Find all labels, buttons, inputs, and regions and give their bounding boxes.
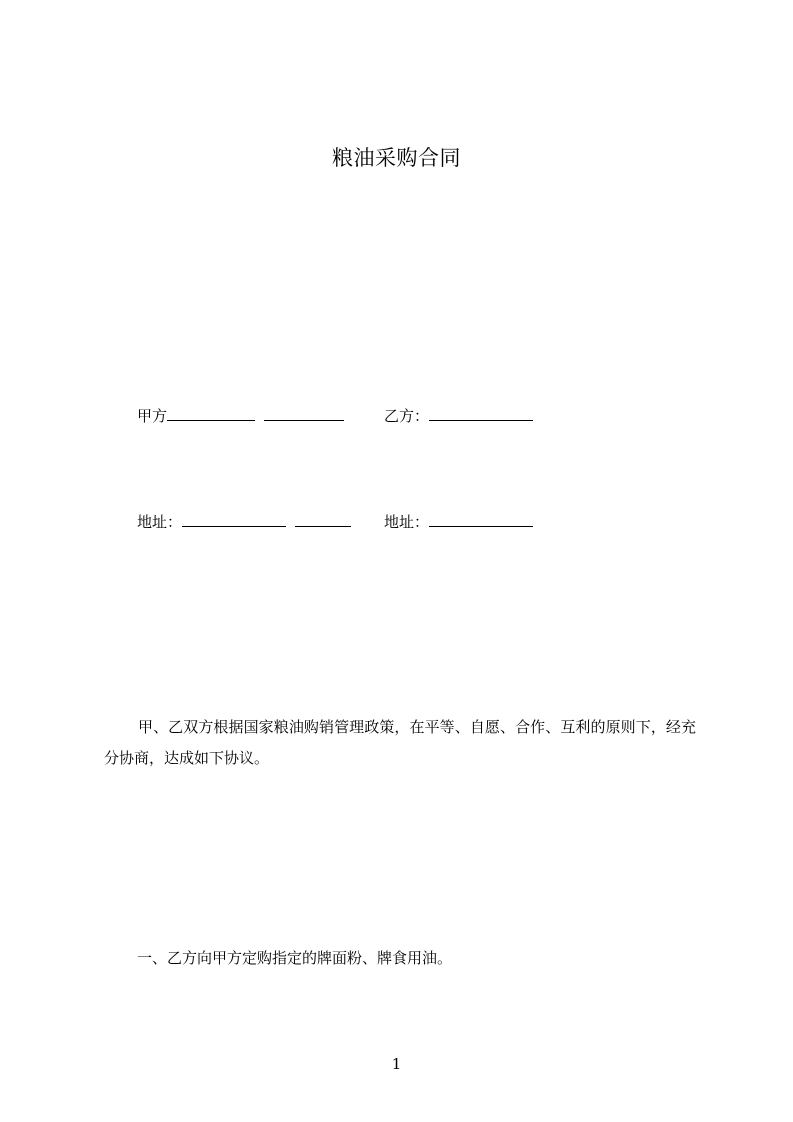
address-b-label: 地址： (384, 513, 430, 531)
address-b-row (384, 512, 533, 532)
address-b-blank (429, 512, 533, 527)
party-b-blank (429, 406, 533, 421)
page-number: 1 (391, 1055, 402, 1073)
document-title: 粮油采购合同 (332, 146, 461, 170)
address-a-row (137, 512, 351, 532)
party-a-blank-1 (167, 406, 255, 421)
address-a-label: 地址： (137, 513, 183, 531)
party-a-row (137, 406, 344, 426)
party-a-blank-2 (264, 406, 344, 421)
party-b-label: 乙方： (384, 407, 430, 425)
party-a-label: 甲方 (137, 407, 168, 425)
party-b-row (384, 406, 533, 426)
address-a-blank-1 (182, 512, 286, 527)
clause-1: 一、乙方向甲方定购指定的牌面粉、牌食用油。 (137, 949, 453, 967)
address-a-blank-2 (295, 512, 351, 527)
preamble-paragraph: 甲、乙双方根据国家粮油购销管理政策，在平等、自愿、合作、互利的原则下，经充分协商，达成如下协议。 (104, 718, 696, 767)
